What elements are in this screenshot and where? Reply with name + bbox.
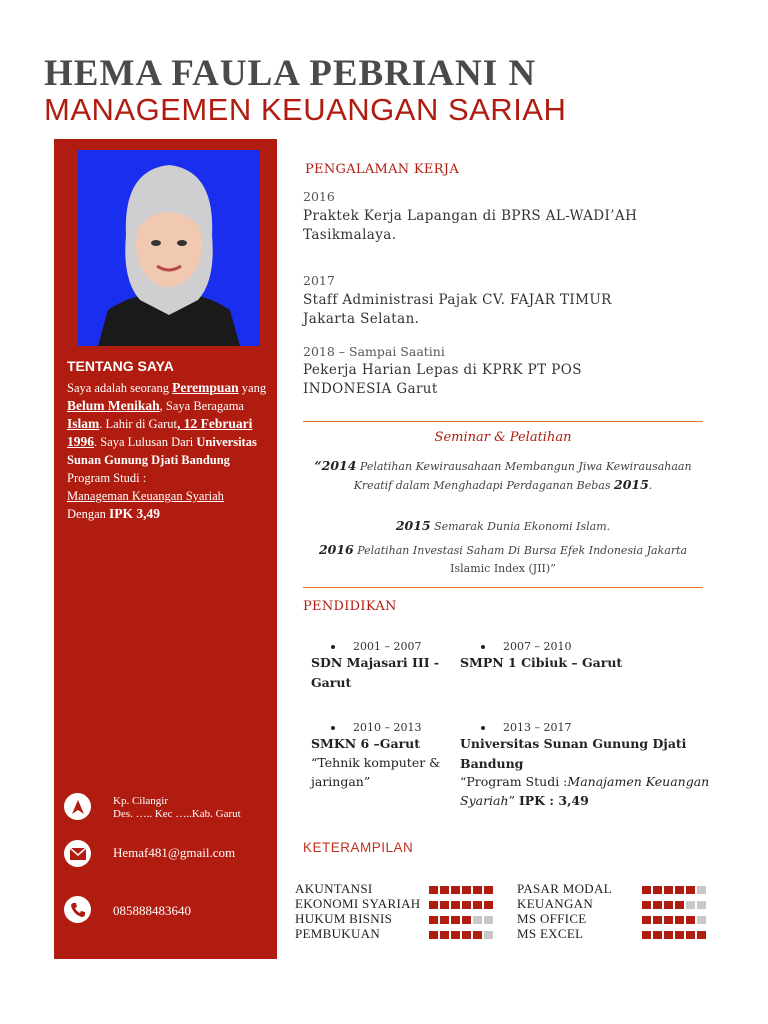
skill-level-segment bbox=[429, 886, 438, 894]
education-note bbox=[460, 772, 720, 810]
skill-label: MS EXCEL bbox=[517, 926, 584, 941]
skill-level-segment bbox=[451, 901, 460, 909]
address-line-1: Kp. Cilangir bbox=[113, 795, 168, 807]
skill-level-segment bbox=[440, 886, 449, 894]
education-years bbox=[331, 721, 421, 734]
education-school: SMPN 1 Cibiuk – Garut bbox=[460, 655, 623, 670]
skill-level-segment bbox=[451, 931, 460, 939]
education-school: Universitas Sunan Gunung Djati Bandung bbox=[460, 736, 687, 771]
education-years bbox=[481, 721, 571, 734]
skill-level-segment bbox=[451, 886, 460, 894]
skill-level-segment bbox=[664, 901, 673, 909]
seminar-text: Semarak Dunia Ekonomi Islam. bbox=[430, 520, 611, 533]
skill-level-segment bbox=[675, 886, 684, 894]
seminar-item-1 bbox=[303, 457, 703, 495]
skill-level-segment bbox=[697, 916, 706, 924]
education-years bbox=[481, 640, 571, 653]
education-years-text: 2001 – 2007 bbox=[353, 640, 422, 653]
skill-level-segment bbox=[429, 916, 438, 924]
skill-level-segment bbox=[697, 886, 706, 894]
experience-year: 2017 bbox=[303, 273, 335, 288]
seminar-item-3 bbox=[303, 541, 703, 578]
sidebar bbox=[54, 139, 277, 959]
about-university: Universitas Sunan Gunung Djati Bandung bbox=[67, 435, 257, 467]
skill-label: KEUANGAN bbox=[517, 896, 594, 911]
phone-text[interactable]: 085888483640 bbox=[113, 903, 191, 918]
education-note-text: “Program Studi : bbox=[460, 774, 568, 789]
education-years bbox=[331, 640, 421, 653]
about-text-part: . Saya Lulusan Dari bbox=[94, 435, 197, 449]
bullet-icon bbox=[481, 645, 485, 649]
skill-label: PASAR MODAL bbox=[517, 881, 612, 896]
skill-level-segment bbox=[484, 901, 493, 909]
divider bbox=[303, 587, 703, 588]
seminar-text: Islamic Index (JII)” bbox=[450, 562, 556, 575]
skill-level-segment bbox=[473, 886, 482, 894]
candidate-name: HEMA FAULA PEBRIANI N bbox=[44, 53, 537, 94]
skill-label: MS OFFICE bbox=[517, 911, 587, 926]
education-note-gpa: IPK : 3,49 bbox=[518, 793, 589, 808]
skill-level-bar bbox=[429, 916, 493, 924]
skill-level-segment bbox=[473, 931, 482, 939]
skill-level-segment bbox=[686, 916, 695, 924]
seminar-year: 2014 bbox=[321, 458, 357, 473]
bullet-icon bbox=[331, 726, 335, 730]
skill-level-segment bbox=[653, 901, 662, 909]
about-program: Manageman Keuangan Syariah bbox=[67, 489, 224, 503]
skill-level-segment bbox=[462, 931, 471, 939]
about-marital-status: Belum Menikah bbox=[67, 398, 160, 413]
experience-line: Staff Administrasi Pajak CV. FAJAR TIMUR bbox=[303, 292, 612, 308]
skill-level-segment bbox=[675, 931, 684, 939]
skill-level-segment bbox=[429, 901, 438, 909]
experience-line: Praktek Kerja Lapangan di BPRS AL-WADI’AH bbox=[303, 208, 638, 224]
skill-level-segment bbox=[697, 931, 706, 939]
skill-level-segment bbox=[451, 916, 460, 924]
skill-level-segment bbox=[675, 916, 684, 924]
experience-line: Jakarta Selatan. bbox=[303, 311, 420, 327]
education-years-text: 2010 – 2013 bbox=[353, 721, 422, 734]
skill-level-segment bbox=[686, 901, 695, 909]
skill-level-segment bbox=[653, 886, 662, 894]
skill-level-segment bbox=[675, 901, 684, 909]
about-text-part: yang bbox=[238, 381, 267, 395]
about-text-part: . Lahir di Garut bbox=[99, 417, 178, 431]
profile-photo bbox=[78, 150, 260, 346]
about-text-part: Dengan bbox=[67, 507, 109, 521]
skill-level-segment bbox=[686, 931, 695, 939]
experience-year: 2016 bbox=[303, 189, 335, 204]
skill-label: HUKUM BISNIS bbox=[295, 911, 393, 926]
skill-level-bar bbox=[429, 931, 493, 939]
seminar-year: 2016 bbox=[318, 542, 354, 557]
seminar-quote: “ bbox=[314, 458, 322, 473]
education-note-text: ” bbox=[508, 793, 519, 808]
skill-level-segment bbox=[642, 886, 651, 894]
skill-level-segment bbox=[429, 931, 438, 939]
skill-level-segment bbox=[473, 901, 482, 909]
skill-level-segment bbox=[484, 931, 493, 939]
bullet-icon bbox=[481, 726, 485, 730]
experience-line: INDONESIA Garut bbox=[303, 381, 438, 397]
skill-level-bar bbox=[429, 886, 493, 894]
seminar-year: 2015 bbox=[395, 518, 431, 533]
education-school: SDN Majasari III - Garut bbox=[311, 655, 440, 690]
skill-level-segment bbox=[653, 931, 662, 939]
education-school: SMKN 6 –Garut bbox=[311, 736, 421, 751]
about-text-part: , Saya Beragama bbox=[159, 399, 244, 413]
address-line-2: Des. ….. Kec …..Kab. Garut bbox=[113, 808, 241, 820]
mail-icon bbox=[64, 840, 91, 867]
experience-title: PENGALAMAN KERJA bbox=[305, 162, 460, 177]
skill-level-segment bbox=[664, 886, 673, 894]
skill-level-bar bbox=[642, 916, 706, 924]
about-text-part: Saya adalah seorang bbox=[67, 381, 173, 395]
skill-level-bar bbox=[642, 886, 706, 894]
seminar-year: 2015 bbox=[614, 477, 649, 492]
education-years-text: 2007 – 2010 bbox=[503, 640, 572, 653]
about-gender: Perempuan bbox=[172, 380, 239, 395]
skill-level-bar bbox=[429, 901, 493, 909]
skill-level-segment bbox=[664, 916, 673, 924]
email-text[interactable]: Hemaf481@gmail.com bbox=[113, 845, 236, 860]
skill-level-segment bbox=[462, 901, 471, 909]
about-gpa: IPK 3,49 bbox=[109, 506, 161, 521]
seminar-text: Pelatihan Investasi Saham Di Bursa Efek Indonesia Jakarta bbox=[353, 544, 688, 557]
experience-line: Tasikmalaya. bbox=[303, 227, 397, 243]
education-years-text: 2013 – 2017 bbox=[503, 721, 572, 734]
skill-level-segment bbox=[642, 931, 651, 939]
skill-level-segment bbox=[473, 916, 482, 924]
about-text bbox=[67, 379, 267, 523]
seminar-text: Pelatihan Kewirausahaan Membangun Jiwa Kewirausahaan Kreatif dalam Menghadapi Perdaganan Bebas bbox=[353, 460, 692, 492]
divider bbox=[303, 421, 703, 422]
skill-level-segment bbox=[484, 916, 493, 924]
experience-line: Pekerja Harian Lepas di KPRK PT POS bbox=[303, 362, 582, 378]
seminar-item-2 bbox=[303, 517, 703, 536]
skill-level-segment bbox=[484, 886, 493, 894]
skill-label: AKUNTANSI bbox=[295, 881, 373, 896]
skill-level-segment bbox=[686, 886, 695, 894]
about-birthdate: , 12 Februari 1996 bbox=[67, 416, 253, 449]
skill-level-segment bbox=[642, 916, 651, 924]
experience-year: 2018 – Sampai Saatini bbox=[303, 344, 445, 359]
seminar-text: . bbox=[648, 479, 653, 492]
bullet-icon bbox=[331, 645, 335, 649]
skill-level-bar bbox=[642, 901, 706, 909]
skill-level-segment bbox=[440, 901, 449, 909]
about-program-label: Program Studi : bbox=[67, 471, 147, 485]
skill-level-segment bbox=[642, 901, 651, 909]
about-title: TENTANG SAYA bbox=[67, 358, 174, 374]
education-title: PENDIDIKAN bbox=[303, 599, 397, 614]
skill-level-segment bbox=[462, 886, 471, 894]
location-icon bbox=[64, 793, 91, 820]
skill-level-segment bbox=[440, 931, 449, 939]
skill-label: EKONOMI SYARIAH bbox=[295, 896, 421, 911]
phone-icon bbox=[64, 896, 91, 923]
education-note-program: Manajamen Keuangan Syariah bbox=[460, 774, 710, 808]
about-religion: Islam bbox=[67, 416, 100, 431]
skill-level-segment bbox=[462, 916, 471, 924]
candidate-major: MANAGEMEN KEUANGAN SARIAH bbox=[44, 92, 567, 127]
skill-level-segment bbox=[697, 901, 706, 909]
skill-level-bar bbox=[642, 931, 706, 939]
education-note: “Tehnik komputer & jaringan” bbox=[311, 755, 441, 789]
skill-level-segment bbox=[653, 916, 662, 924]
skill-label: PEMBUKUAN bbox=[295, 926, 381, 941]
skill-level-segment bbox=[440, 916, 449, 924]
skill-level-segment bbox=[664, 931, 673, 939]
seminar-title: Seminar & Pelatihan bbox=[434, 430, 572, 445]
skills-title: KETERAMPILAN bbox=[303, 840, 414, 855]
